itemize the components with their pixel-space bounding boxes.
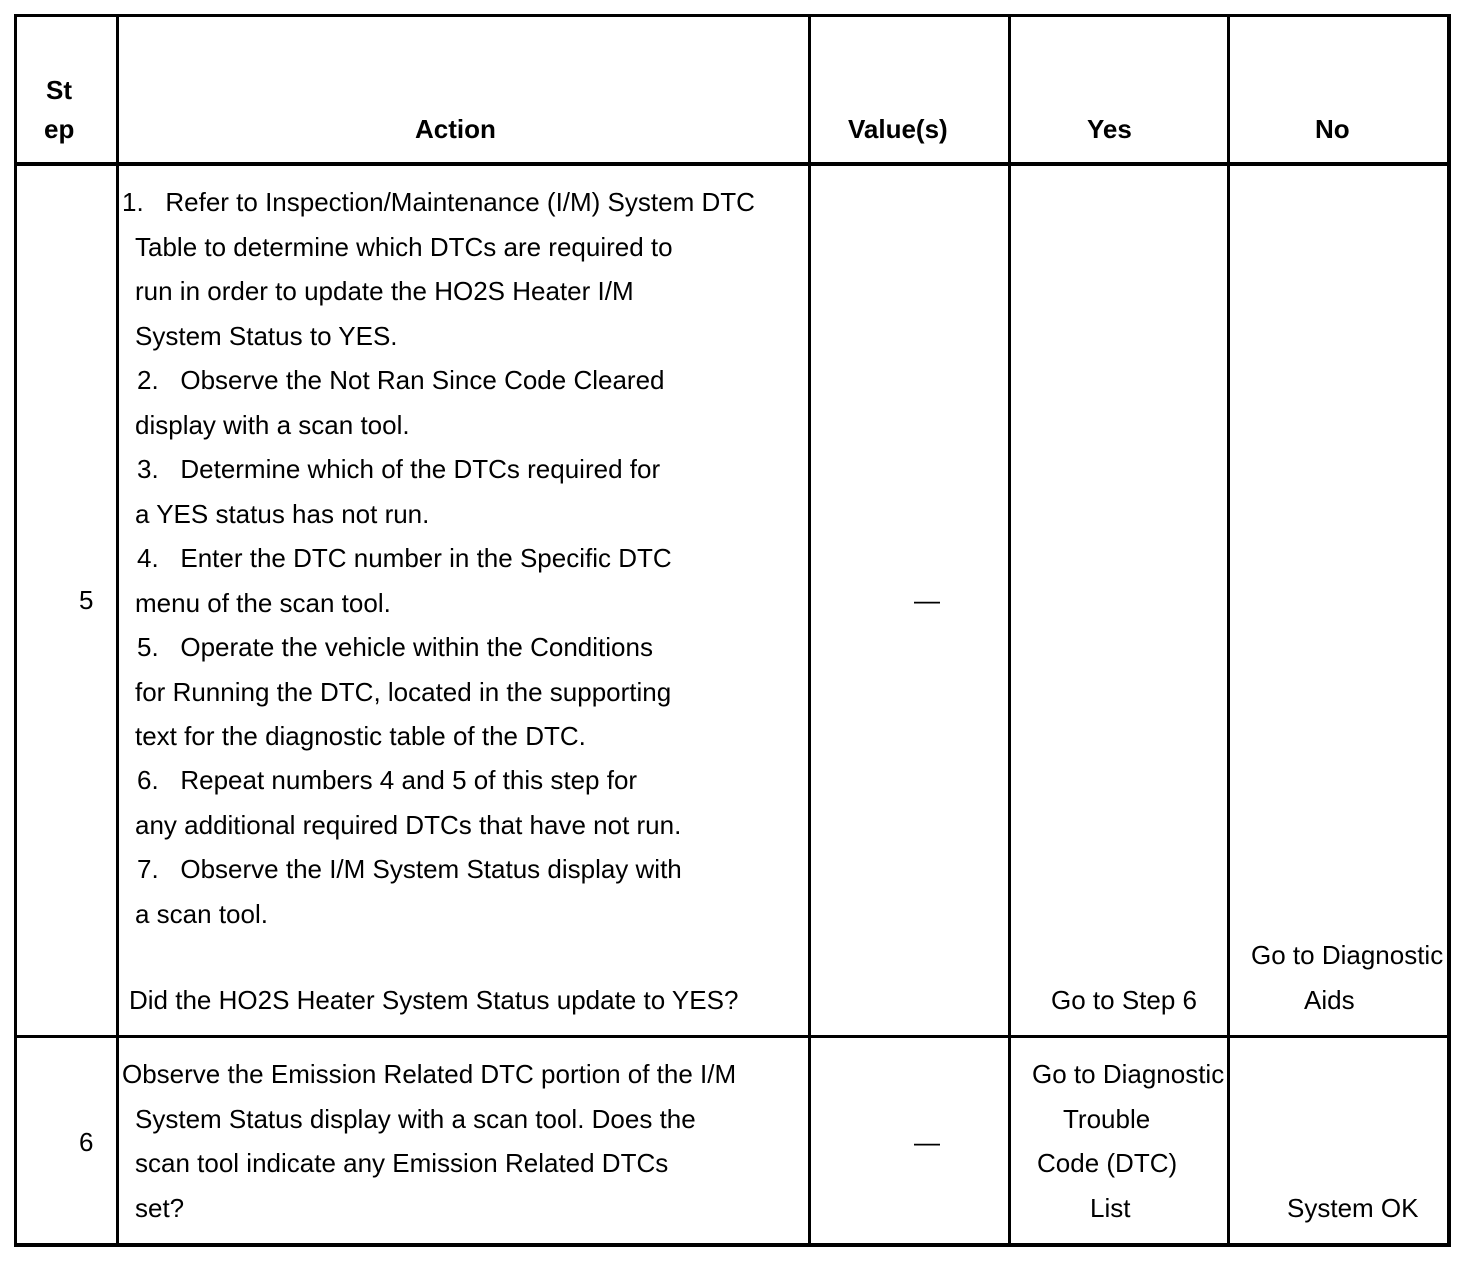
row-divider	[14, 1035, 1451, 1038]
column-divider-yes	[1227, 14, 1230, 1247]
row-5-no-line-1: Go to Diagnostic	[1251, 940, 1444, 970]
table-right-border	[1447, 14, 1451, 1247]
row-5-action-line: 7. Observe the I/M System Status display with	[137, 854, 682, 884]
row-6-yes-line-4: List	[1090, 1193, 1131, 1223]
row-5-action-line: 6. Repeat numbers 4 and 5 of this step for	[137, 765, 638, 795]
row-6-step: 6	[79, 1127, 94, 1157]
row-5-action-line: 1. Refer to Inspection/Maintenance (I/M) System DTC	[122, 187, 755, 217]
header-no: No	[1315, 114, 1350, 144]
row-5-action-line: for Running the DTC, located in the supporting	[135, 677, 672, 707]
row-5-action-line: text for the diagnostic table of the DTC.	[135, 721, 586, 751]
header-bottom-border	[14, 162, 1451, 166]
row-6-yes-cell	[1011, 1040, 1227, 1240]
row-5-action-line: a YES status has not run.	[135, 499, 430, 529]
row-5-action-line: a scan tool.	[135, 899, 268, 929]
row-6-yes-line-2: Trouble	[1063, 1104, 1151, 1134]
row-6-action-line: Observe the Emission Related DTC portion of the I/M	[122, 1059, 737, 1089]
row-6-yes-line-1: Go to Diagnostic	[1032, 1059, 1225, 1089]
row-5-yes: Go to Step 6	[1051, 985, 1197, 1015]
row-5-no-cell	[1230, 900, 1447, 1030]
row-5-action-line: run in order to update the HO2S Heater I/M	[135, 276, 634, 306]
row-6-value: —	[914, 1127, 940, 1157]
row-5-action-line: display with a scan tool.	[135, 410, 410, 440]
row-5-action-line: 4. Enter the DTC number in the Specific DTC	[137, 543, 672, 573]
header-action: Action	[415, 114, 496, 144]
column-divider-step	[116, 14, 119, 1247]
row-5-action-line: 5. Operate the vehicle within the Conditions	[137, 632, 653, 662]
table-top-border	[14, 14, 1451, 17]
row-5-step: 5	[79, 585, 94, 615]
row-5-action-line: menu of the scan tool.	[135, 588, 391, 618]
table-bottom-border	[14, 1243, 1451, 1247]
column-divider-action	[808, 14, 811, 1247]
row-5-action-line: any additional required DTCs that have not run.	[135, 810, 682, 840]
row-6-action-line: set?	[135, 1193, 185, 1223]
header-values: Value(s)	[848, 114, 948, 144]
table-left-border	[14, 14, 17, 1247]
header-step-line-2: ep	[44, 114, 75, 144]
row-5-value: —	[914, 585, 940, 615]
header-step-line-1: St	[46, 75, 72, 105]
row-5-action-line: Table to determine which DTCs are required to	[135, 232, 673, 262]
header-yes: Yes	[1087, 114, 1132, 144]
row-6-no: System OK	[1287, 1193, 1419, 1223]
row-6-yes-line-3: Code (DTC)	[1037, 1148, 1178, 1178]
row-5-question: Did the HO2S Heater System Status update to YES?	[129, 985, 739, 1015]
row-5-action-line: 3. Determine which of the DTCs required for	[137, 454, 661, 484]
row-5-action-line: 2. Observe the Not Ran Since Code Cleared	[137, 365, 665, 395]
row-6-action-line: scan tool indicate any Emission Related DTCs	[135, 1148, 669, 1178]
row-6-action-line: System Status display with a scan tool. Does the	[135, 1104, 696, 1134]
row-5-no-line-2: Aids	[1304, 985, 1355, 1015]
row-5-action-line: System Status to YES.	[135, 321, 398, 351]
